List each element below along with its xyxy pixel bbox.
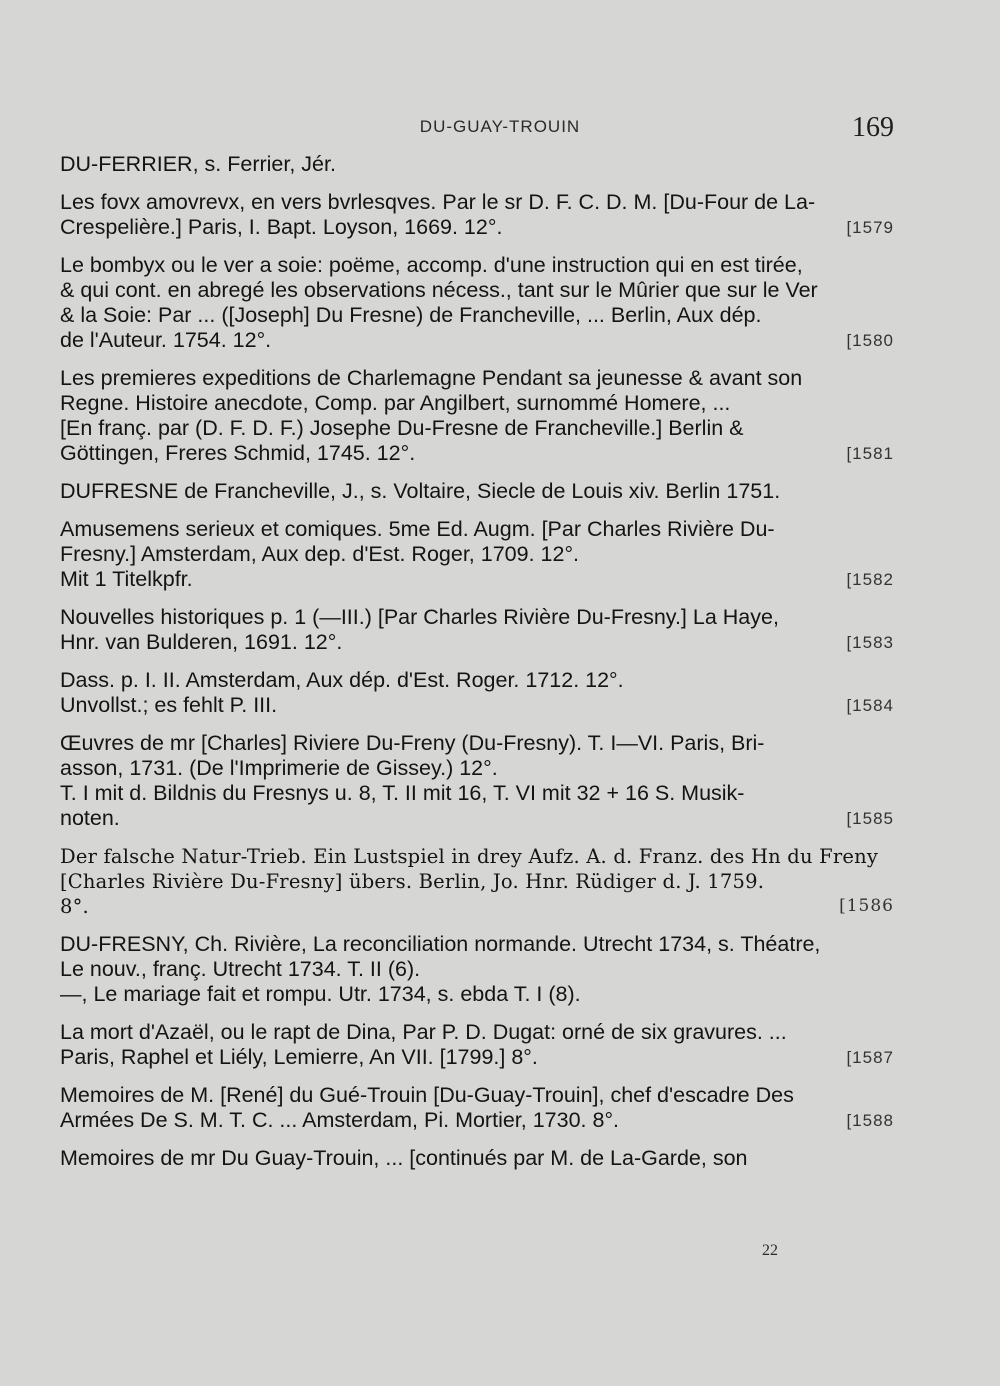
entry-line: [En franç. par (D. F. D. F.) Josephe Du-Fresne de Francheville.] Berlin & xyxy=(60,416,744,440)
entry-line: Göttingen, Freres Schmid, 1745. 12°. xyxy=(60,441,416,465)
bibliography-entry xyxy=(60,844,894,919)
bibliography-entry xyxy=(60,1020,894,1070)
bibliography-entry xyxy=(60,366,894,466)
bibliography-entry xyxy=(60,253,894,353)
entry-line: DU-FRESNY, Ch. Rivière, La reconciliation normande. Utrecht 1734, s. Théatre, xyxy=(60,932,821,956)
entry-line: de l'Auteur. 1754. 12°. xyxy=(60,328,272,352)
entry-number: [1581 xyxy=(846,444,894,463)
entry-line: Les premieres expeditions de Charlemagne Pendant sa jeunesse & avant son xyxy=(60,366,803,390)
entry-line: Mit 1 Titelkpfr. xyxy=(60,567,193,591)
bibliography-entry xyxy=(60,605,894,655)
bibliography-entry xyxy=(60,1083,894,1133)
bibliography-entry xyxy=(60,1146,894,1171)
entry-line: —, Le mariage fait et rompu. Utr. 1734, s. ebda T. I (8). xyxy=(60,982,581,1006)
page-number: 169 xyxy=(852,112,894,143)
entry-line: Le nouv., franç. Utrecht 1734. T. II (6). xyxy=(60,957,421,981)
entry-number: [1588 xyxy=(846,1111,894,1130)
bibliography-entries xyxy=(60,152,894,1184)
entry-line: asson, 1731. (De l'Imprimerie de Gissey.) 12°. xyxy=(60,756,498,780)
running-head: DU-GUAY-TROUIN xyxy=(419,117,581,136)
entry-line: Dass. p. I. II. Amsterdam, Aux dép. d'Est. Roger. 1712. 12°. xyxy=(60,668,624,692)
entry-line: La mort d'Azaël, ou le rapt de Dina, Par P. D. Dugat: orné de six gravures. ... xyxy=(60,1020,787,1044)
entry-number: [1582 xyxy=(846,570,894,589)
entry-line: Œuvres de mr [Charles] Riviere Du-Freny (Du-Fresny). T. I—VI. Paris, Bri- xyxy=(60,731,765,755)
entry-number: [1583 xyxy=(846,633,894,652)
entry-line: noten. xyxy=(60,806,120,830)
entry-line: Crespelière.] Paris, I. Bapt. Loyson, 1669. 12°. xyxy=(60,215,503,239)
bibliography-entry xyxy=(60,190,894,240)
entry-line: Fresny.] Amsterdam, Aux dep. d'Est. Roger, 1709. 12°. xyxy=(60,542,580,566)
entry-line: & qui cont. en abregé les observations nécess., tant sur le Mûrier que sur le Ver xyxy=(60,278,818,302)
entry-line: DU-FERRIER, s. Ferrier, Jér. xyxy=(60,152,336,176)
entry-number: [1584 xyxy=(846,696,894,715)
entry-number: [1579 xyxy=(846,218,894,237)
bibliography-entry xyxy=(60,479,894,504)
entry-number: [1586 xyxy=(839,896,894,916)
signature-mark: 22 xyxy=(762,1242,778,1259)
entry-number: [1585 xyxy=(846,809,894,828)
entry-line: Paris, Raphel et Liély, Lemierre, An VII. [1799.] 8°. xyxy=(60,1045,538,1069)
entry-line: Armées De S. M. T. C. ... Amsterdam, Pi. Mortier, 1730. 8°. xyxy=(60,1108,620,1132)
entry-line: & la Soie: Par ... ([Joseph] Du Fresne) de Francheville, ... Berlin, Aux dép. xyxy=(60,303,762,327)
entry-line: Nouvelles historiques p. 1 (—III.) [Par Charles Rivière Du-Fresny.] La Haye, xyxy=(60,605,779,629)
entry-line: Amusemens serieux et comiques. 5me Ed. Augm. [Par Charles Rivière Du- xyxy=(60,517,775,541)
entry-line: Les fovx amovrevx, en vers bvrlesqves. Par le sr D. F. C. D. M. [Du-Four de La- xyxy=(60,190,816,214)
entry-line: Memoires de mr Du Guay-Trouin, ... [continués par M. de La-Garde, son xyxy=(60,1146,748,1170)
entry-line: Unvollst.; es fehlt P. III. xyxy=(60,693,278,717)
entry-line: Der falsche Natur-Trieb. Ein Lustspiel in drey Aufz. A. d. Franz. des Hn du Freny xyxy=(60,845,879,868)
entry-line: 8°. xyxy=(60,895,89,918)
bibliography-entry xyxy=(60,517,894,592)
entry-number: [1580 xyxy=(846,331,894,350)
entry-line: Le bombyx ou le ver a soie: poëme, accomp. d'une instruction qui en est tirée, xyxy=(60,253,803,277)
entry-line: T. I mit d. Bildnis du Fresnys u. 8, T. II mit 16, T. VI mit 32 + 16 S. Musik- xyxy=(60,781,745,805)
entry-line: Regne. Histoire anecdote, Comp. par Angilbert, surnommé Homere, ... xyxy=(60,391,731,415)
entry-line: Hnr. van Bulderen, 1691. 12°. xyxy=(60,630,343,654)
entry-line: DUFRESNE de Francheville, J., s. Voltaire, Siecle de Louis xiv. Berlin 1751. xyxy=(60,479,781,503)
bibliography-entry xyxy=(60,152,894,177)
entry-line: Memoires de M. [René] du Gué-Trouin [Du-Guay-Trouin], chef d'escadre Des xyxy=(60,1083,794,1107)
entry-number: [1587 xyxy=(846,1048,894,1067)
bibliography-entry xyxy=(60,731,894,831)
bibliography-entry xyxy=(60,668,894,718)
entry-line: [Charles Rivière Du-Fresny] übers. Berlin, Jo. Hnr. Rüdiger d. J. 1759. xyxy=(60,870,765,893)
bibliography-entry xyxy=(60,932,894,1007)
